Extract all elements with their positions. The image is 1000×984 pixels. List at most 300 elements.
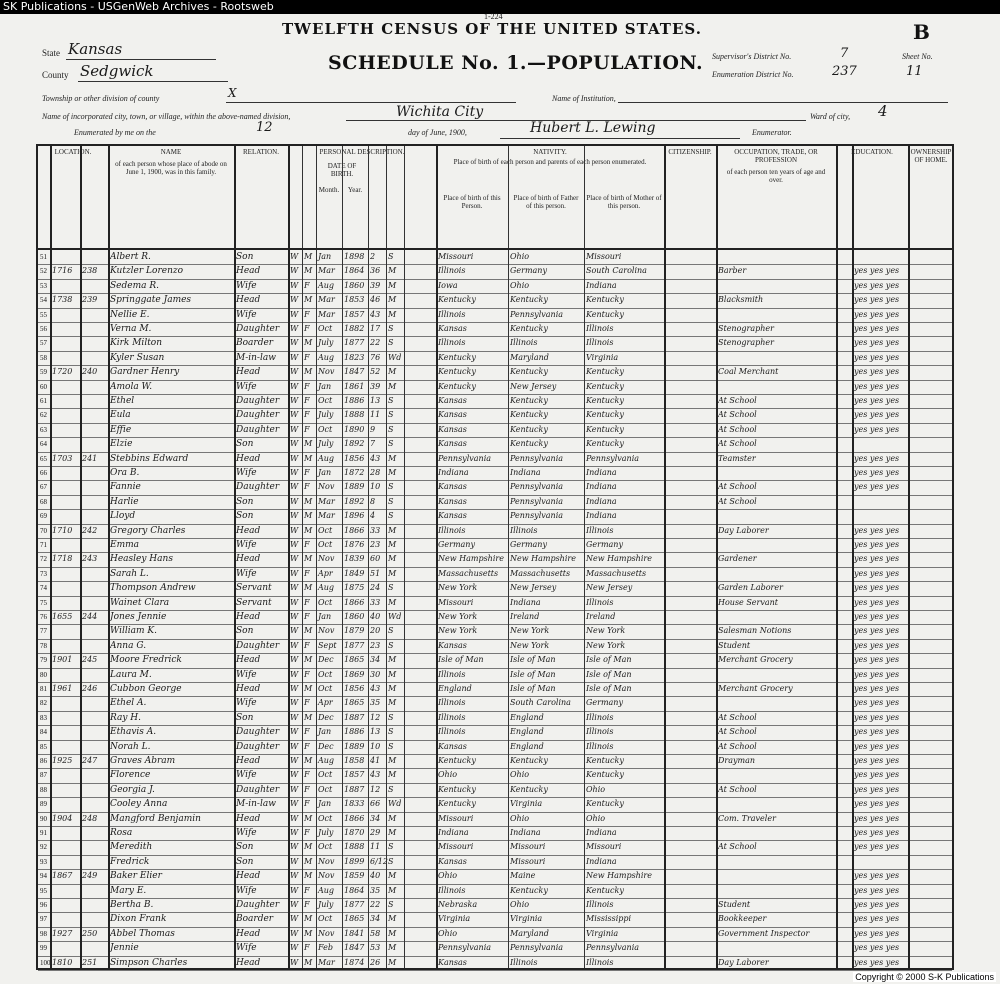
cell-name: Bertha B. [110,900,154,910]
cell-born: Indiana [438,468,469,477]
cell-month: Oct [318,770,333,780]
table-row [38,308,952,323]
cell-occ: Gardener [718,554,757,564]
cell-sex: F [304,640,310,650]
cell-year: 1888 [344,410,365,420]
cell-father: Pennsylvania [510,511,564,521]
col-ownership: OWNERSHIP OF HOME. [910,148,952,164]
cell-age: 58 [370,928,381,938]
table-row [38,495,952,510]
cell-rel: Son [236,439,254,450]
cell-born: Missouri [438,813,474,823]
cell-occ: Garden Laborer [718,583,783,593]
sheet-letter: B [913,20,930,44]
table-row [38,941,952,956]
cell-color: W [290,655,299,665]
cell-sex: F [304,540,310,549]
cell-color: W [290,799,299,809]
cell-line: 78 [40,641,47,650]
ward-label: Ward of city, [810,112,851,121]
cell-born: Kansas [438,424,467,434]
cell-name: Anna G. [110,640,147,651]
cell-year: 1879 [344,626,365,636]
cell-line: 55 [40,310,47,319]
cell-fam: 251 [82,957,98,967]
cell-year: 1858 [344,756,365,765]
cell-father: Illinois [510,957,538,967]
cell-occ: At School [718,741,757,751]
cell-color: W [290,266,299,276]
cell-year: 1877 [344,640,365,650]
cell-occ: Merchant Grocery [718,655,793,665]
cell-born: Kansas [438,957,467,967]
table-row [38,293,952,308]
cell-line: 79 [40,656,47,665]
cell-father: Ohio [510,813,530,823]
cell-edu: yes yes yes [854,727,900,737]
cell-born: Massachusetts [438,568,499,578]
cell-ms: M [388,698,397,708]
cell-year: 1859 [344,871,365,881]
cell-ms: S [388,712,394,722]
cell-born: Isle of Man [438,655,484,665]
cell-born: Kentucky [438,295,476,305]
cell-rel: Daughter [236,727,280,738]
cell-year: 1861 [344,381,365,391]
cell-color: W [290,540,299,549]
cell-born: Pennsylvania [438,943,492,953]
table-row [38,610,952,625]
cell-color: W [290,698,299,708]
cell-line: 62 [40,411,47,420]
cell-father: Maryland [510,928,549,938]
cell-sex: F [304,741,310,751]
cell-year: 1823 [344,352,365,362]
cell-father: Virginia [510,914,543,924]
cell-sex: F [304,396,310,405]
cell-ms: S [388,842,394,852]
cell-father: Pennsylvania [510,943,564,953]
cell-born: Germany [438,540,475,549]
city-label: Name of incorporated city, town, or village, within the above-named division, [42,112,291,121]
cell-line: 99 [40,944,47,953]
cell-father: Germany [510,266,547,276]
cell-age: 43 [370,770,381,780]
cell-rel: Head [236,612,261,622]
cell-ms: M [388,295,397,305]
cell-name: Thompson Andrew [110,583,196,594]
cell-rel: Head [236,525,261,536]
cell-father: Ohio [510,252,530,261]
cell-sex: F [304,309,310,319]
cell-ms: M [388,468,397,477]
cell-sex: M [304,813,313,823]
cell-month: Nov [318,554,335,564]
cell-line: 59 [40,368,47,377]
cell-house: 1901 [52,655,73,665]
cell-father: Kentucky [510,439,548,449]
cell-rel: Wife [236,280,257,291]
cell-age: 51 [370,568,381,578]
cell-edu: yes yes yes [854,266,900,276]
cell-year: 1875 [344,583,365,593]
cell-sex: F [304,352,310,362]
table-row [38,567,952,582]
cell-edu: yes yes yes [854,684,900,693]
cell-fam: 240 [82,367,98,377]
cell-rel: Son [236,856,254,867]
cell-year: 1892 [344,496,365,506]
cell-rel: Daughter [236,482,280,493]
cell-name: Jones Jennie [110,612,167,622]
cell-sex: M [304,511,313,521]
day-label: day of June, 1900, [408,128,467,137]
cell-age: 43 [370,453,381,463]
cell-age: 12 [370,784,381,794]
cell-age: 23 [370,640,381,650]
cell-born: Kansas [438,439,467,449]
cell-color: W [290,367,299,377]
cell-year: 1899 [344,856,365,866]
cell-fam: 248 [82,813,98,823]
cell-edu: yes yes yes [854,410,900,420]
cell-age: 33 [370,597,381,607]
cell-month: Mar [318,957,335,967]
cell-sex: M [304,842,313,852]
cell-name: Ethavis A. [110,727,157,738]
cell-color: W [290,396,299,405]
cell-sex: F [304,784,310,794]
cell-father: Kentucky [510,424,548,434]
cell-name: Kutzler Lorenzo [110,266,184,277]
cell-age: 66 [370,799,381,809]
cell-father: England [510,741,544,751]
cell-month: Jan [318,612,332,621]
cell-born: Iowa [438,280,458,290]
cell-sex: F [304,799,310,809]
cell-year: 1847 [344,943,365,953]
cell-father: New Jersey [510,381,557,391]
cell-mother: New Hampshire [586,554,652,564]
cell-name: Kirk Milton [110,338,163,349]
cell-line: 61 [40,397,47,405]
table-row [38,768,952,783]
cell-name: Mary E. [110,885,147,896]
cell-born: New York [438,612,478,621]
cell-age: 2 [370,252,376,261]
cell-year: 1890 [344,424,365,434]
cell-edu: yes yes yes [854,525,900,535]
cell-father: Kentucky [510,324,548,333]
cell-occ: At School [718,396,757,405]
cell-year: 1866 [344,597,365,607]
cell-fam: 245 [82,655,98,665]
table-row [38,826,952,841]
table-row [38,538,952,553]
cell-name: Ray H. [110,712,142,723]
cell-sex: F [304,770,310,780]
cell-line: 54 [40,296,47,305]
cell-mother: New York [586,640,626,650]
window-title: SK Publications - USGenWeb Archives - Rootsweb [0,0,1000,14]
cell-occ: At School [718,482,757,492]
col-location: LOCATION. [54,148,92,156]
cell-year: 1887 [344,712,365,722]
cell-year: 1865 [344,655,365,665]
cell-occ: At School [718,496,757,506]
cell-rel: Daughter [236,410,280,421]
table-row [38,956,952,971]
cell-line: 69 [40,512,47,521]
cell-father: Virginia [510,799,543,809]
cell-year: 1866 [344,525,365,535]
cell-name: Effie [110,424,132,435]
cell-ms: Wd [388,352,402,362]
cell-ms: Wd [388,612,402,621]
cell-occ: At School [718,727,757,737]
cell-color: W [290,856,299,866]
cell-born: Kansas [438,410,467,420]
cell-line: 98 [40,929,47,938]
cell-edu: yes yes yes [854,770,900,780]
cell-line: 91 [40,829,47,837]
cell-month: Oct [318,914,333,924]
cell-house: 1925 [52,756,73,765]
cell-ms: M [388,655,397,665]
table-row [38,250,952,265]
cell-mother: Kentucky [586,410,624,420]
cell-month: Jan [318,252,332,261]
cell-age: 46 [370,295,381,305]
cell-sex: F [304,943,310,953]
cell-rel: Daughter [236,784,280,795]
cell-edu: yes yes yes [854,655,900,665]
cell-ms: S [388,424,394,434]
cell-rel: Wife [236,770,257,781]
cell-father: Illinois [510,338,538,348]
cell-house: 1810 [52,957,73,967]
cell-color: W [290,727,299,737]
cell-mother: Illinois [586,712,614,722]
cell-father: Isle of Man [510,669,556,679]
cell-sex: M [304,856,313,866]
cell-sex: F [304,885,310,895]
cell-house: 1738 [52,295,73,305]
cell-name: Mangford Benjamin [110,813,201,824]
cell-mother: Illinois [586,338,614,348]
cell-born: Illinois [438,885,466,895]
table-row [38,639,952,654]
cell-year: 1886 [344,396,365,405]
cell-born: Kansas [438,741,467,751]
cell-line: 71 [40,541,47,549]
cell-age: 4 [370,511,376,521]
col-relation: RELATION. [243,148,279,156]
cell-house: 1710 [52,525,73,535]
table-row [38,912,952,927]
table-row [38,884,952,899]
cell-month: Sept [318,640,337,650]
cell-rel: Head [236,871,261,882]
cell-edu: yes yes yes [854,583,900,593]
cell-line: 83 [40,713,47,722]
cell-born: Kentucky [438,784,476,794]
cell-edu: yes yes yes [854,842,900,852]
table-row [38,279,952,294]
cell-ms: S [388,496,394,506]
cell-house: 1703 [52,453,73,463]
cell-month: Nov [318,626,335,636]
cell-rel: Daughter [236,741,280,752]
cell-rel: Head [236,266,261,277]
cell-sex: F [304,612,310,621]
cell-name: Lloyd [110,511,136,522]
cell-month: Oct [318,324,333,333]
cell-fam: 250 [82,928,98,938]
cell-line: 63 [40,425,47,434]
cell-ms: S [388,727,394,737]
census-document [0,14,1000,984]
cell-age: 23 [370,540,381,549]
cell-name: Georgia J. [110,784,155,795]
cell-rel: Wife [236,309,257,320]
cell-born: Kentucky [438,799,476,809]
cell-father: England [510,712,544,722]
cell-month: Aug [318,453,335,463]
cell-line: 64 [40,440,47,449]
cell-rel: Boarder [236,338,274,349]
cell-ms: M [388,568,397,578]
cell-month: July [318,828,334,837]
cell-year: 1886 [344,727,365,737]
cell-age: 9 [370,424,376,434]
cell-year: 1896 [344,511,365,521]
cell-born: Ohio [438,770,458,780]
cell-father: Indiana [510,828,541,837]
cell-rel: Son [236,511,254,522]
cell-ms: M [388,928,397,938]
cell-mother: Massachusetts [586,568,647,578]
cell-rel: Wife [236,540,257,550]
cell-mother: Indiana [586,482,617,492]
cell-mother: New York [586,626,626,636]
cell-mother: South Carolina [586,266,647,276]
cell-line: 85 [40,742,47,751]
cell-color: W [290,309,299,319]
cell-sex: F [304,381,310,391]
cell-mother: Kentucky [586,309,624,319]
cell-house: 1867 [52,871,73,881]
cell-fam: 241 [82,453,98,463]
cell-mother: Isle of Man [586,655,632,665]
cell-age: 30 [370,669,381,679]
cell-ms: M [388,554,397,564]
cell-edu: yes yes yes [854,943,900,953]
cell-color: W [290,885,299,895]
cell-edu: yes yes yes [854,482,900,492]
table-row [38,351,952,366]
cell-month: Nov [318,856,335,866]
cell-ms: M [388,813,397,823]
cell-ms: Wd [388,799,402,809]
cell-father: South Carolina [510,698,571,708]
cell-line: 72 [40,555,47,564]
cell-name: Albert R. [110,252,151,262]
col-occupation: OCCUPATION, TRADE, OR PROFESSION [734,148,818,164]
cell-father: Ohio [510,770,530,780]
cell-born: Kansas [438,482,467,492]
cell-month: Oct [318,842,333,852]
cell-line: 81 [40,685,47,693]
cell-month: Mar [318,266,335,276]
cell-ms: S [388,900,394,909]
cell-occ: Student [718,900,751,909]
cell-name: Florence [110,770,151,781]
cell-born: New Hampshire [438,554,504,564]
cell-year: 1892 [344,439,365,449]
cell-rel: Son [236,252,254,262]
cell-fam: 249 [82,871,98,881]
cell-sex: M [304,367,313,377]
cell-occ: Com. Traveler [718,813,776,823]
cell-edu: yes yes yes [854,280,900,290]
cell-name: Heasley Hans [110,554,173,565]
cell-father: Germany [510,540,547,549]
cell-age: 13 [370,396,381,405]
cell-color: W [290,756,299,765]
cell-age: 11 [370,842,381,852]
cell-year: 1860 [344,280,365,290]
col-nativity-sub: Place of birth of each person and parents of each person enumerated. [453,158,647,166]
cell-occ: At School [718,439,757,449]
cell-year: 1888 [344,842,365,852]
cell-month: Oct [318,396,333,405]
cell-sex: F [304,669,310,679]
cell-born: Kentucky [438,381,476,391]
cell-father: Isle of Man [510,684,556,693]
cell-born: Missouri [438,252,474,261]
cell-edu: yes yes yes [854,352,900,362]
table-row [38,812,952,827]
cell-occ: Stenographer [718,324,774,333]
cell-fam: 238 [82,266,98,276]
cell-ms: M [388,669,397,679]
cell-name: Emma [110,540,140,550]
city-value: Wichita City [396,104,484,120]
cell-father: New York [510,626,550,636]
cell-born: England [438,684,472,693]
cell-age: 39 [370,381,381,391]
cell-line: 95 [40,886,47,895]
supervisor-value: 7 [840,46,849,61]
cell-edu: yes yes yes [854,626,900,636]
cell-line: 52 [40,267,47,276]
cell-house: 1961 [52,684,73,693]
cell-ms: M [388,957,397,967]
cell-edu: yes yes yes [854,338,900,348]
col-name-sub: of each person whose place of abode on June 1, 1900, was in this family. [115,160,227,176]
cell-father: Massachusetts [510,568,571,578]
cell-year: 1853 [344,295,365,305]
cell-mother: Kentucky [586,756,624,765]
cell-month: Oct [318,525,333,535]
cell-edu: yes yes yes [854,885,900,895]
cell-line: 89 [40,800,47,809]
cell-line: 57 [40,339,47,348]
cell-year: 1856 [344,453,365,463]
cell-name: Verna M. [110,324,152,334]
cell-year: 1839 [344,554,365,564]
